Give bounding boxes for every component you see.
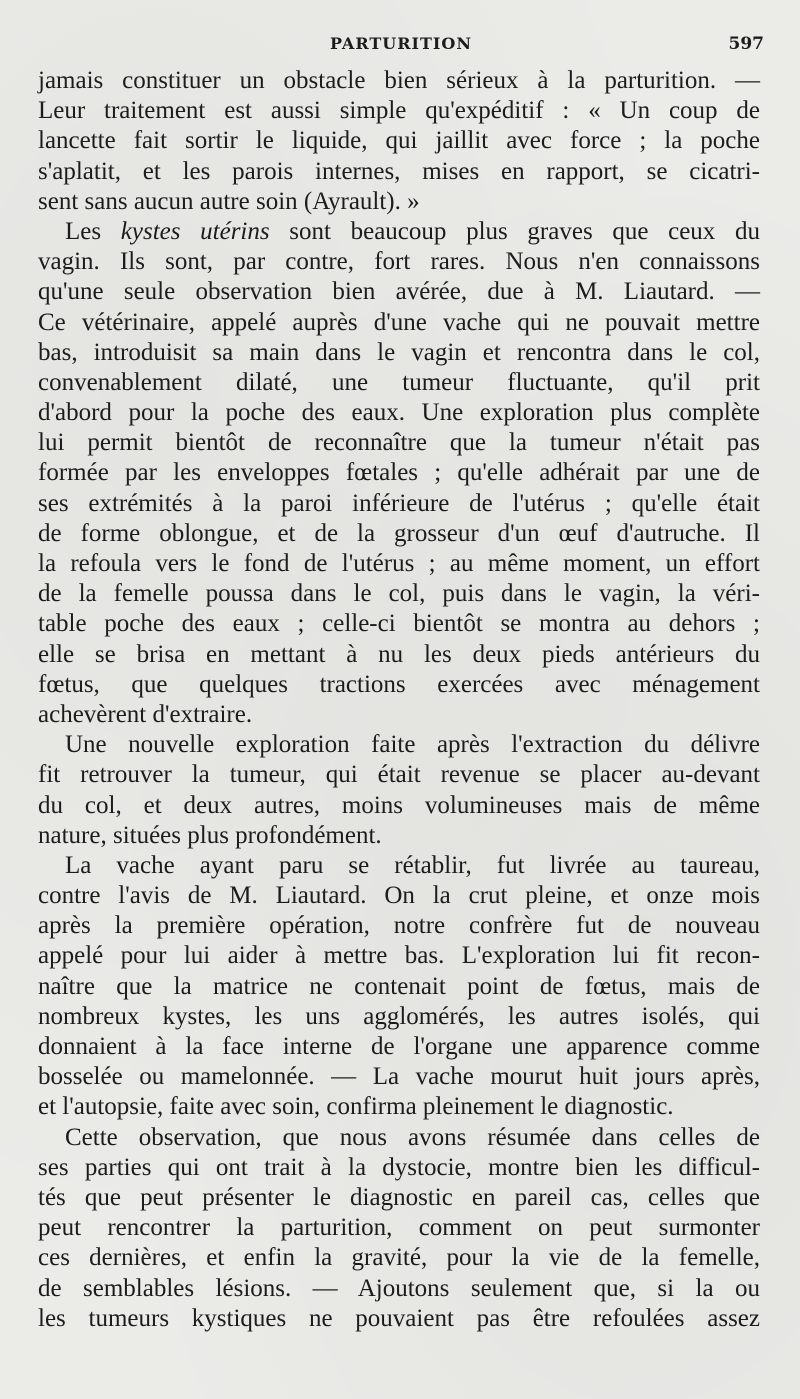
- text-line: Leur traitement est aussi simple qu'expéditif : « Un coup de: [38, 97, 760, 125]
- text-line: ses extrémités à la paroi inférieure de l'utérus ; qu'elle était: [38, 489, 760, 517]
- text-line: Ce vétérinaire, appelé auprès d'une vache qui ne pouvait mettre: [38, 308, 760, 336]
- text-line: les tumeurs kystiques ne pouvaient pas être refoulées assez: [38, 1304, 760, 1332]
- text-line: de semblables lésions. — Ajoutons seulement que, si la ou: [38, 1274, 760, 1302]
- text-line: formée par les enveloppes fœtales ; qu'elle adhérait par une de: [38, 459, 760, 487]
- text-line: après la première opération, notre confrère fut de nouveau: [38, 912, 760, 940]
- page-number: 597: [728, 34, 764, 54]
- text-line: fit retrouver la tumeur, qui était revenue se placer au-devant: [38, 761, 760, 789]
- page-header: [38, 34, 764, 58]
- text-line: tés que peut présenter le diagnostic en pareil cas, celles que: [38, 1183, 760, 1211]
- text-line: vagin. Ils sont, par contre, fort rares. Nous n'en connaissons: [38, 248, 760, 276]
- text-line: naître que la matrice ne contenait point de fœtus, mais de: [38, 972, 760, 1000]
- text-line: du col, et deux autres, moins volumineuses mais de même: [38, 791, 760, 819]
- text-line: La vache ayant paru se rétablir, fut livrée au taureau,: [65, 851, 760, 879]
- text-line: d'abord pour la poche des eaux. Une exploration plus complète: [38, 399, 760, 427]
- text-line: ses parties qui ont trait à la dystocie, montre bien les difficul-: [38, 1153, 760, 1181]
- text-line: de la femelle poussa dans le col, puis dans le vagin, la véri-: [38, 580, 760, 608]
- text-line: et l'autopsie, faite avec soin, confirma pleinement le diagnostic.: [38, 1093, 674, 1121]
- text-line: lancette fait sortir le liquide, qui jaillit avec force ; la poche: [38, 127, 760, 155]
- text-line: Cette observation, que nous avons résumée dans celles de: [65, 1123, 760, 1151]
- text-line: elle se brisa en mettant à nu les deux pieds antérieurs du: [38, 640, 760, 668]
- body-text: [38, 66, 760, 1334]
- text-line: bosselée ou mamelonnée. — La vache mourut huit jours après,: [38, 1063, 760, 1091]
- text-line: lui permit bientôt de reconnaître que la tumeur n'était pas: [38, 429, 760, 457]
- text-line: bas, introduisit sa main dans le vagin et rencontra dans le col,: [38, 338, 760, 366]
- text-line: nombreux kystes, les uns agglomérés, les autres isolés, qui: [38, 1002, 760, 1030]
- text-line: achevèrent d'extraire.: [38, 700, 253, 728]
- text-line: convenablement dilaté, une tumeur fluctuante, qu'il prit: [38, 368, 760, 396]
- text-line: Les kystes utérins sont beaucoup plus graves que ceux du: [65, 217, 760, 245]
- text-line: Une nouvelle exploration faite après l'extraction du délivre: [65, 731, 760, 759]
- text-line: s'aplatit, et les parois internes, mises en rapport, se cicatri-: [38, 157, 760, 185]
- text-line: jamais constituer un obstacle bien sérieux à la parturition. —: [38, 67, 760, 94]
- text-line: table poche des eaux ; celle-ci bientôt se montra au dehors ;: [38, 610, 760, 638]
- text-line: peut rencontrer la parturition, comment on peut surmonter: [38, 1214, 760, 1242]
- text-line: fœtus, que quelques tractions exercées avec ménagement: [38, 670, 760, 698]
- text-line: ces dernières, et enfin la gravité, pour la vie de la femelle,: [38, 1244, 760, 1272]
- text-line: appelé pour lui aider à mettre bas. L'exploration lui fit recon-: [38, 942, 760, 970]
- italic-term: kystes utérins: [120, 217, 270, 245]
- text-line: donnaient à la face interne de l'organe une apparence comme: [38, 1033, 760, 1060]
- text-line: nature, situées plus profondément.: [38, 821, 382, 849]
- text-line: de forme oblongue, et de la grosseur d'un œuf d'autruche. Il: [38, 519, 760, 547]
- text-line: qu'une seule observation bien avérée, due à M. Liautard. —: [38, 278, 760, 306]
- running-title: PARTURITION: [330, 34, 472, 53]
- text-line: la refoula vers le fond de l'utérus ; au même moment, un effort: [38, 550, 760, 577]
- text-line: contre l'avis de M. Liautard. On la crut pleine, et onze mois: [38, 882, 760, 910]
- text-line: sent sans aucun autre soin (Ayrault). »: [38, 187, 420, 215]
